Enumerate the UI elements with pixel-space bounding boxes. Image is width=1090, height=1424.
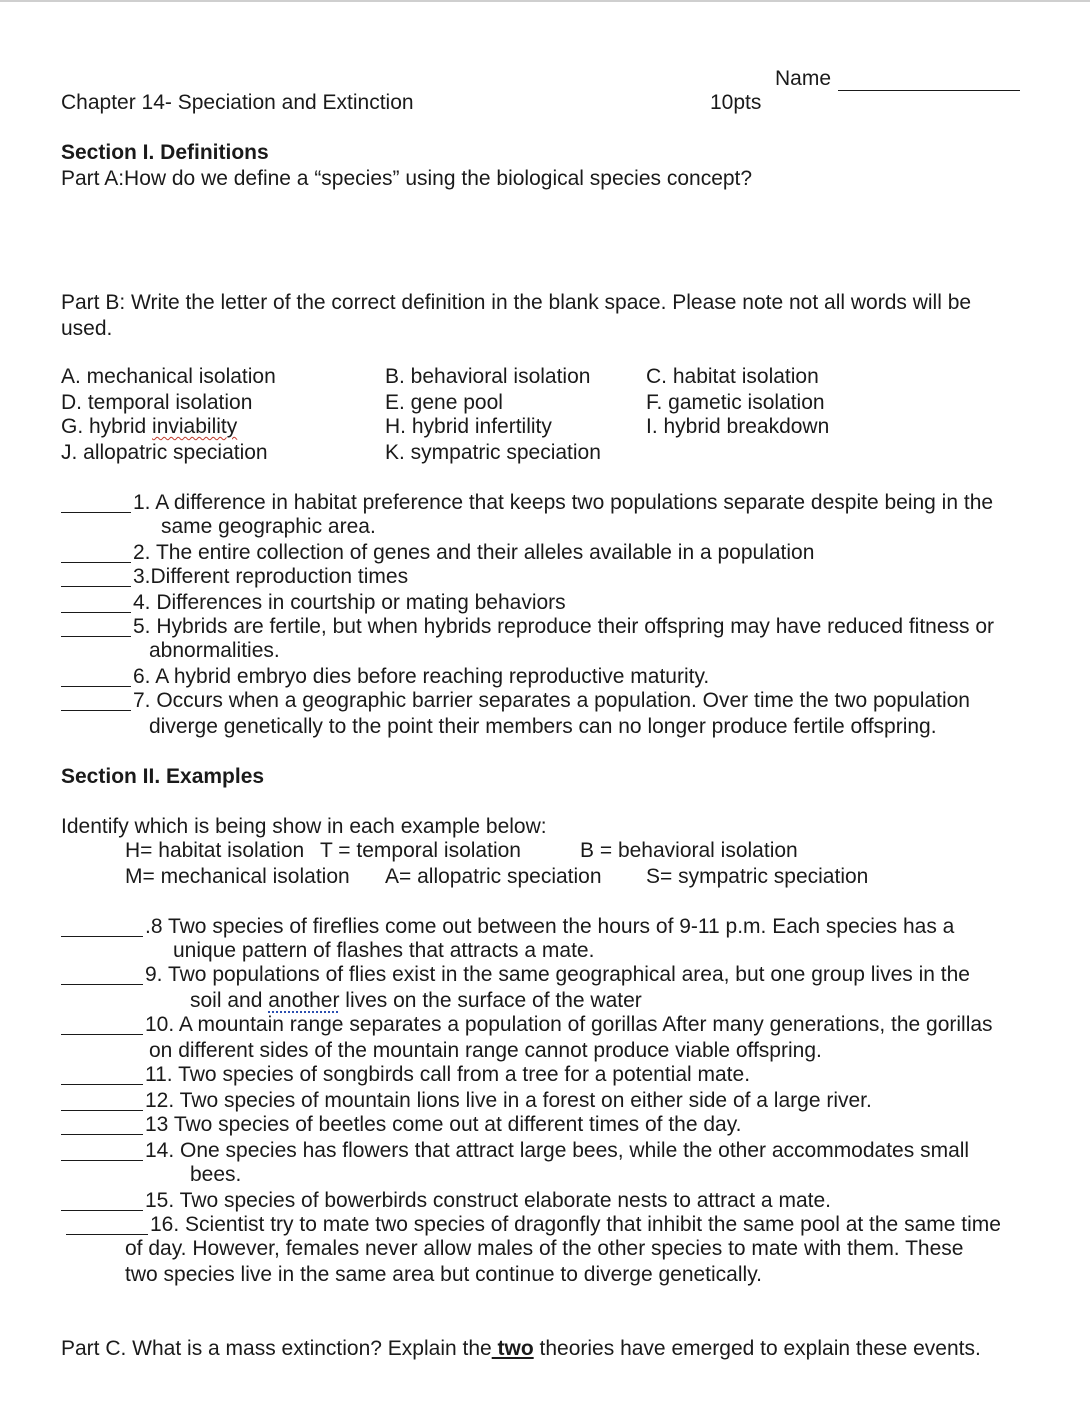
term-c: C. habitat isolation (646, 365, 819, 388)
question-12: 12. Two species of mountain lions live in a forest on either side of a large river. (145, 1089, 872, 1112)
question-14-line2: bees. (190, 1163, 242, 1186)
partC-emphasis: two (491, 1337, 534, 1360)
name-label: Name (775, 67, 832, 90)
answer-blank-3[interactable] (61, 586, 131, 587)
question-15: 15. Two species of bowerbirds construct elaborate nests to attract a mate. (145, 1189, 831, 1212)
answer-blank-4[interactable] (61, 612, 131, 613)
question-9-line2 (190, 988, 642, 1014)
partC-question (61, 1336, 981, 1362)
question-16-line1: 16. Scientist try to mate two species of dragonfly that inhibit the same pool at the same time (150, 1213, 1001, 1236)
question-1-line2: same geographic area. (161, 515, 376, 538)
question-5-line1: 5. Hybrids are fertile, but when hybrids reproduce their offspring may have reduced fitness or (133, 615, 995, 638)
answer-blank-9[interactable] (61, 984, 143, 985)
question-9-post: lives on the surface of the water (339, 989, 642, 1012)
question-13: 13 Two species of beetles come out at different times of the day. (145, 1113, 742, 1136)
partB-instructions-line2: used. (61, 317, 113, 340)
answer-blank-16[interactable] (66, 1234, 148, 1235)
question-7-line2: diverge genetically to the point their members can no longer produce fertile offspring. (149, 715, 937, 738)
question-9-flagged-word: another (268, 989, 340, 1012)
worksheet-title: Chapter 14- Speciation and Extinction (61, 91, 414, 114)
key-sympatric: S= sympatric speciation (646, 865, 869, 888)
answer-blank-13[interactable] (61, 1134, 143, 1135)
answer-blank-7[interactable] (61, 710, 131, 711)
answer-blank-2[interactable] (61, 562, 131, 563)
term-d: D. temporal isolation (61, 391, 253, 414)
term-e: E. gene pool (385, 391, 503, 414)
question-8-line1: .8 Two species of fireflies come out between the hours of 9-11 p.m. Each species has a (145, 915, 955, 938)
section1-heading: Section I. Definitions (61, 141, 269, 164)
key-mechanical: M= mechanical isolation (125, 865, 350, 888)
question-6: 6. A hybrid embryo dies before reaching reproductive maturity. (133, 665, 710, 688)
answer-blank-6[interactable] (61, 686, 131, 687)
section2-heading: Section II. Examples (61, 765, 265, 788)
answer-blank-12[interactable] (61, 1110, 143, 1111)
term-g-word: inviability (152, 415, 238, 438)
answer-blank-14[interactable] (61, 1160, 143, 1161)
question-3: 3.Different reproduction times (133, 565, 409, 588)
answer-blank-10[interactable] (61, 1034, 143, 1035)
key-habitat: H= habitat isolation (125, 839, 305, 862)
answer-blank-1[interactable] (61, 512, 131, 513)
answer-blank-15[interactable] (61, 1210, 143, 1211)
term-a: A. mechanical isolation (61, 365, 276, 388)
section2-intro: Identify which is being show in each example below: (61, 815, 547, 838)
term-f: F. gametic isolation (646, 391, 825, 414)
question-4: 4. Differences in courtship or mating behaviors (133, 591, 566, 614)
question-9-pre: soil and (190, 989, 269, 1012)
question-9-line1: 9. Two populations of flies exist in the same geographical area, but one group lives in the (145, 963, 970, 986)
term-h: H. hybrid infertility (385, 415, 552, 438)
question-1-line1: 1. A difference in habitat preference that keeps two populations separate despite being in the (133, 491, 994, 514)
question-8-line2: unique pattern of flashes that attracts a mate. (173, 939, 595, 962)
term-g-prefix: G. hybrid (61, 415, 153, 438)
partC-post: theories have emerged to explain these events. (533, 1337, 981, 1360)
question-7-line1: 7. Occurs when a geographic barrier separates a population. Over time the two population (133, 689, 970, 712)
question-10-line2: on different sides of the mountain range cannot produce viable offspring. (149, 1039, 822, 1062)
question-14-line1: 14. One species has flowers that attract large bees, while the other accommodates small (145, 1139, 970, 1162)
answer-blank-11[interactable] (61, 1084, 143, 1085)
question-11: 11. Two species of songbirds call from a tree for a potential mate. (145, 1063, 751, 1086)
question-16-line3: two species live in the same area but continue to diverge genetically. (125, 1263, 762, 1286)
term-k: K. sympatric speciation (385, 441, 601, 464)
answer-blank-8[interactable] (61, 936, 143, 937)
question-16-line2: of day. However, females never allow males of the other species to mate with them. These (125, 1237, 964, 1260)
question-2: 2. The entire collection of genes and their alleles available in a population (133, 541, 815, 564)
points-label: 10pts (710, 91, 762, 114)
key-temporal: T = temporal isolation (320, 839, 521, 862)
key-allopatric: A= allopatric speciation (385, 865, 602, 888)
answer-blank-5[interactable] (61, 636, 131, 637)
partB-instructions-line1: Part B: Write the letter of the correct definition in the blank space. Please note not all words will be (61, 291, 972, 314)
partA-question: Part A:How do we define a “species” using the biological species concept? (61, 167, 753, 190)
partC-pre: Part C. What is a mass extinction? Explain the (61, 1337, 492, 1360)
page-top-border (0, 0, 1090, 2)
term-i: I. hybrid breakdown (646, 415, 830, 438)
name-blank[interactable] (838, 90, 1020, 91)
term-b: B. behavioral isolation (385, 365, 591, 388)
term-g (61, 414, 237, 440)
key-behavioral: B = behavioral isolation (580, 839, 798, 862)
question-5-line2: abnormalities. (149, 639, 280, 662)
term-j: J. allopatric speciation (61, 441, 268, 464)
question-10-line1: 10. A mountain range separates a population of gorillas After many generations, the gorillas (145, 1013, 993, 1036)
